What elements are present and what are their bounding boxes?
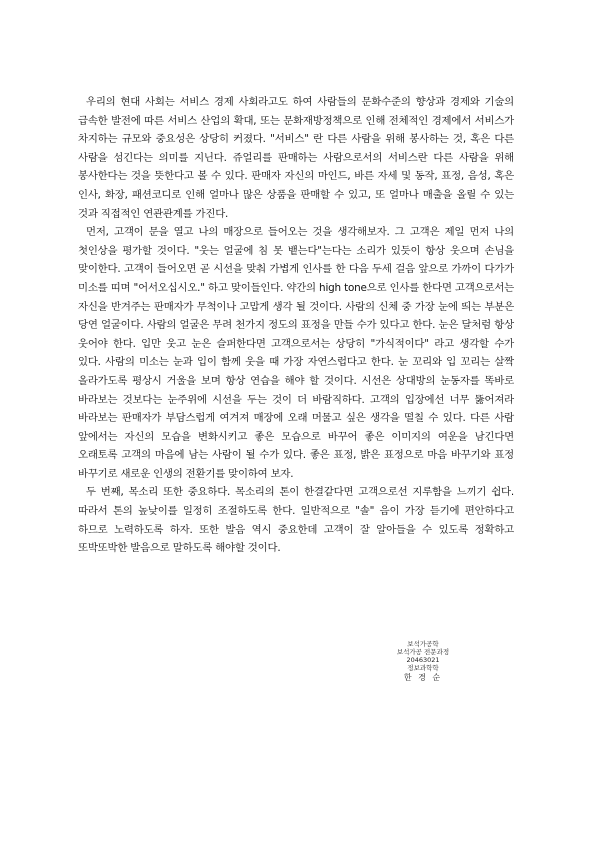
body-text	[78, 93, 514, 558]
paragraph-intro: 우리의 현대 사회는 서비스 경제 사회라고도 하여 사람들의 문화수준의 향상과 경제와 기술의 급속한 발전에 따른 서비스 산업의 확대, 또는 문화재방정책으로 인해 전체적인 경제에서 서비스가 차지하는 규모와 중요성은 상당히 커졌다. "서비스" 란 다른 사람을 위해 봉사하는 것, 혹은 다른 사람을 섬긴다는 의미를 지닌다. 쥬얼리를 판매하는 사람으로서의 서비스란 다른 사람을 위해 봉사한다는 것을 뜻한다고 볼 수 있다. 판매자 자신의 마인드, 바른 자세 및 동작, 표정, 음성, 혹은 인사, 화장, 패션코디로 인해 얼마나 많은 상품을 판매할 수 있고, 또 얼마나 매출을 올릴 수 있는 것과 직접적인 연관관계를 가진다.	[78, 96, 514, 220]
stamp-author-name: 한 경 순	[403, 673, 443, 682]
stamp-line-3: 20463021	[406, 656, 440, 664]
paragraph-voice: 두 번째, 목소리 또한 중요하다. 목소리의 톤이 한결같다면 고객으로선 지루함을 느끼기 쉽다. 따라서 톤의 높낮이를 일정히 조절하도록 한다. 일반적으로 "솔" 음이 가장 듣기에 편안하다고 하므로 노력하도록 하자. 또한 발음 역시 중요한데 고객이 잘 알아들을 수 있도록 정확하고 또박또박한 발음으로 말하도록 해야할 것이다.	[78, 486, 514, 555]
stamp-line-1: 보석가공학	[407, 640, 439, 648]
stamp-line-4: 정보과학학	[407, 664, 439, 672]
stamp-line-2: 보석가공 전문과정	[396, 648, 450, 656]
paragraph-first-impression: 먼저, 고객이 문을 열고 나의 매장으로 들어오는 것을 생각해보자. 그 고객은 제일 먼저 나의 첫인상을 평가할 것이다. "웃는 얼굴에 침 못 뱉는다"는다는 소리가 있듯이 항상 웃으며 손님을 맞이한다. 고객이 들어오면 곧 시선을 맞춰 가볍게 인사를 한 다음 두세 걸음 앞으로 가까이 다가가 미소를 띠며 "어서오십시오." 하고 맞이들인다. 약간의 high tone으로 인사를 한다면 고객으로서는 자신을 반겨주는 판매자가 무척이나 고맙게 생각 될 것이다. 사람의 신체 중 가장 눈에 띄는 부분은 당연 얼굴이다. 사람의 얼굴은 무려 천가지 정도의 표정을 만들 수가 있다고 한다. 눈은 달처럼 항상 웃어야 한다. 입만 웃고 눈은 슬퍼한다면 고객으로서는 상당히 "가식적이다" 라고 생각할 수가 있다. 사람의 미소는 눈과 입이 함께 웃을 때 가장 자연스럽다고 한다. 눈 꼬리와 입 꼬리는 살짝 올라가도록 평상시 거울을 보며 항상 연습을 해야 할 것이다. 시선은 상대방의 눈동자를 똑바로 바라보는 것보다는 눈주위에 시선을 두는 것이 더 바람직하다. 고객의 입장에선 너무 뚫어져라 바라보는 판매자가 부담스럽게 여겨져 매장에 오래 머물고 싶은 생각을 떨칠 수 있다. 다른 사람 앞에서는 자신의 모습을 변화시키고 좋은 모습으로 바꾸어 좋은 이미지의 여운을 남긴다면 오래토록 고객의 마음에 남는 사람이 될 수가 있다. 좋은 표정, 밝은 표정으로 마음 바꾸기와 표정 바꾸기로 새로운 인생의 전환기를 맞이하여 보자.	[78, 226, 514, 480]
author-stamp	[392, 640, 454, 682]
